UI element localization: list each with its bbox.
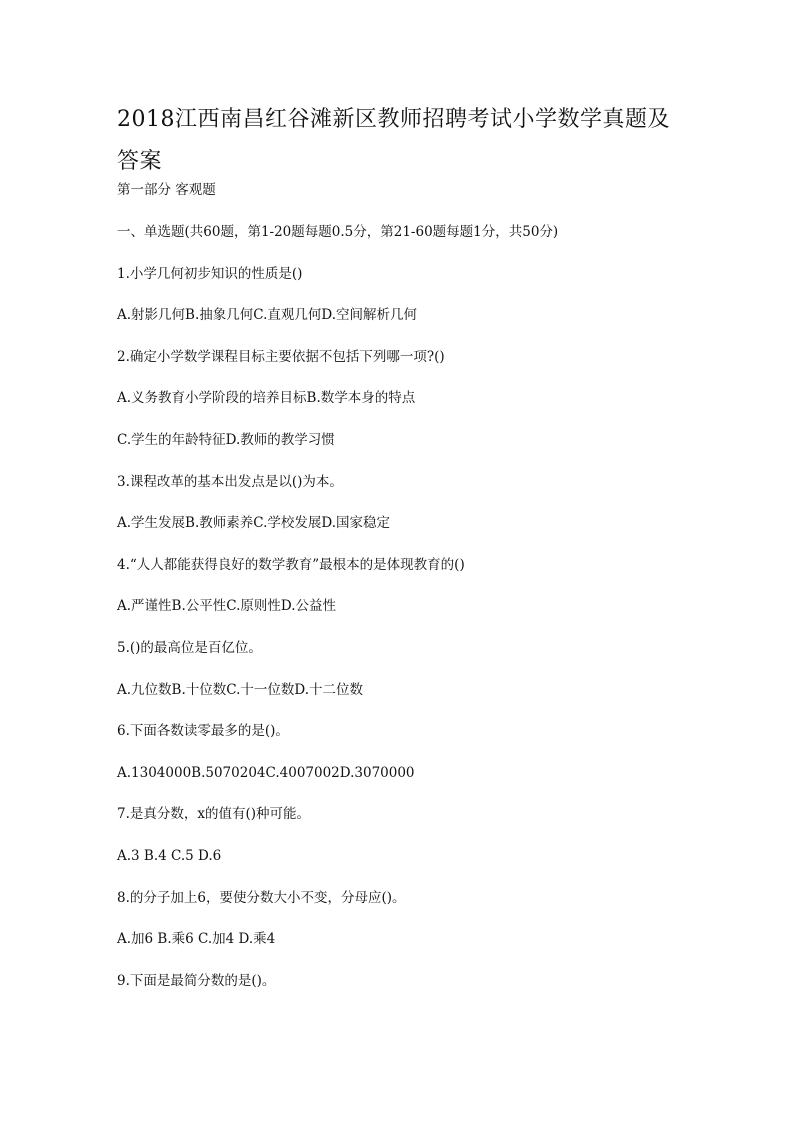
question-stem: 6.下面各数读零最多的是()。 (117, 723, 289, 739)
question-stem: 2.确定小学数学课程目标主要依据不包括下列哪一项?() (117, 349, 445, 365)
question-options: A.严谨性B.公平性C.原则性D.公益性 (117, 598, 337, 614)
question-options: A.3 B.4 C.5 D.6 (117, 848, 222, 864)
section-heading: 第一部分 客观题 (117, 182, 216, 198)
question-options: A.学生发展B.教师素养C.学校发展D.国家稳定 (117, 515, 391, 531)
part-heading: 一、单选题(共60题，第1-20题每题0.5分，第21-60题每题1分，共50分) (117, 224, 559, 240)
question-stem: 7.是真分数，x的值有()种可能。 (117, 806, 311, 822)
question-stem: 3.课程改革的基本出发点是以()为本。 (117, 474, 343, 490)
question-stem: 1.小学几何初步知识的性质是() (117, 266, 303, 282)
question-options: A.九位数B.十位数C.十一位数D.十二位数 (117, 682, 364, 698)
question-options: C.学生的年龄特征D.教师的教学习惯 (117, 432, 335, 448)
question-options: A.义务教育小学阶段的培养目标B.数学本身的特点 (117, 390, 416, 406)
question-stem: 8.的分子加上6，要使分数大小不变，分母应()。 (117, 890, 406, 906)
document-title: 2018江西南昌红谷滩新区教师招聘考试小学数学真题及答案 (117, 107, 670, 174)
question-stem: 4.“人人都能获得良好的数学教育”最根本的是体现教育的() (117, 557, 465, 573)
question-options: A.1304000B.5070204C.4007002D.3070000 (117, 765, 415, 781)
question-options: A.射影几何B.抽象几何C.直观几何D.空间解析几何 (117, 307, 418, 323)
question-stem: 5.()的最高位是百亿位。 (117, 640, 262, 656)
question-stem: 9.下面是最简分数的是()。 (117, 973, 276, 989)
question-options: A.加6 B.乘6 C.加4 D.乘4 (117, 931, 276, 947)
